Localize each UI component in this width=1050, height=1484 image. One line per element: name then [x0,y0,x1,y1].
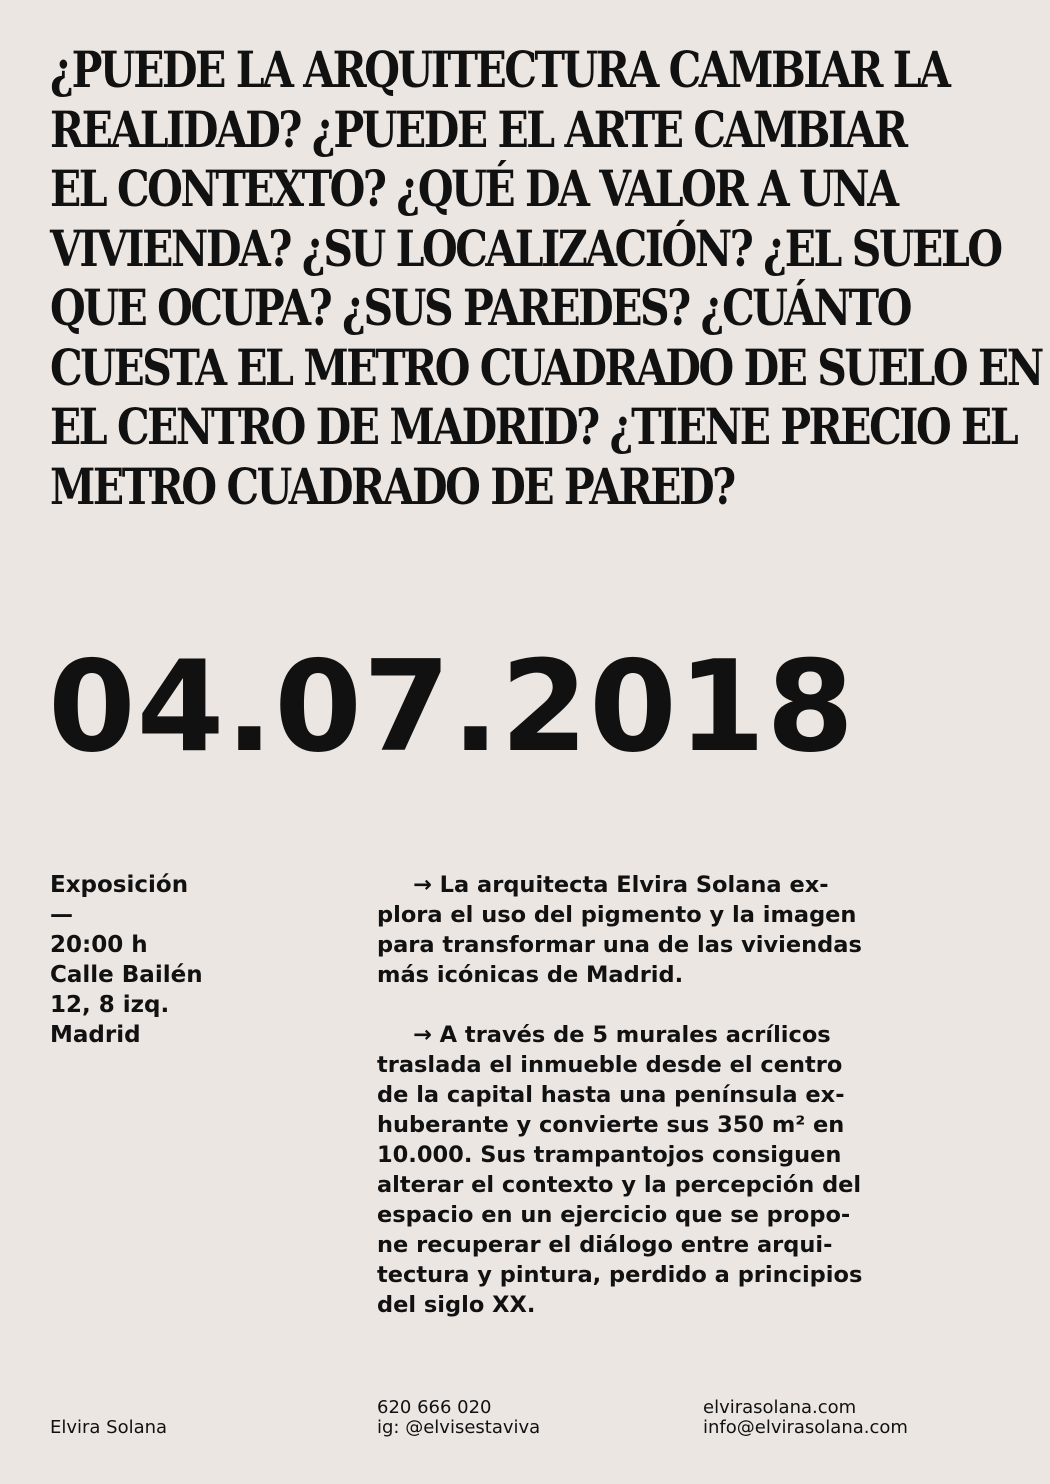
event-date: 04.07.2018 [48,633,856,780]
headline-line: METRO CUADRADO DE PARED? [50,456,734,516]
headline-line: VIVIENDA? ¿SU LOCALIZACIÓN? ¿EL SUELO [50,218,1001,278]
headline-line: QUE OCUPA? ¿SUS PAREDES? ¿CUÁNTO [50,278,910,337]
address-line: 12, 8 izq. [50,992,170,1018]
text-line: → A través de 5 murales acrílicos [413,1022,831,1048]
text-line: ne recuperar el diálogo entre arqui- [377,1232,833,1258]
address-line: Calle Bailén [50,962,203,988]
text-line: tectura y pintura, perdido a principios [377,1262,863,1288]
text-line: huberante y convierte sus 350 m² en [377,1112,845,1138]
text-line: alterar el contexto y la percepción del [377,1172,862,1198]
text-line: para transformar una de las viviendas [377,932,862,958]
footer-contact [377,1398,540,1438]
text-line: traslada el inmueble desde el centro [377,1052,843,1078]
text-line: plora el uso del pigmento y la imagen [377,902,857,928]
headline-line: EL CONTEXTO? ¿QUÉ DA VALOR A UNA [50,159,897,218]
footer-name [50,1418,167,1438]
event-type: Exposición [50,872,189,898]
website-link[interactable]: elvirasolana.com [703,1397,857,1418]
phone-number: 620 666 020 [377,1397,492,1418]
description-paragraph [377,1020,1017,1320]
text-line: 10.000. Sus trampantojos consiguen [377,1142,842,1168]
event-time: 20:00 h [50,932,148,958]
text-line: del siglo XX. [377,1292,536,1318]
headline-line: ¿PUEDE LA ARQUITECTURA CAMBIAR LA [50,40,949,99]
text-line: de la capital hasta una península ex- [377,1082,845,1108]
email-link[interactable]: info@elvirasolana.com [703,1417,908,1438]
headline-line: CUESTA EL METRO CUADRADO DE SUELO EN [50,337,1042,397]
description-paragraph [377,870,1017,990]
text-line: espacio en un ejercicio que se propo- [377,1202,851,1228]
footer-web [703,1398,908,1438]
headline-line: EL CENTRO DE MADRID? ¿TIENE PRECIO EL [50,397,1017,456]
artist-name: Elvira Solana [50,1417,168,1438]
info-dash: — [50,902,73,928]
description [377,870,1017,1350]
text-line: más icónicas de Madrid. [377,962,684,988]
city: Madrid [50,1022,141,1048]
event-info [50,870,330,1050]
text-line: → La arquitecta Elvira Solana ex- [413,872,829,898]
headline [50,40,1042,516]
instagram-handle: ig: @elvisestaviva [377,1417,541,1438]
headline-line: REALIDAD? ¿PUEDE EL ARTE CAMBIAR [50,99,906,159]
